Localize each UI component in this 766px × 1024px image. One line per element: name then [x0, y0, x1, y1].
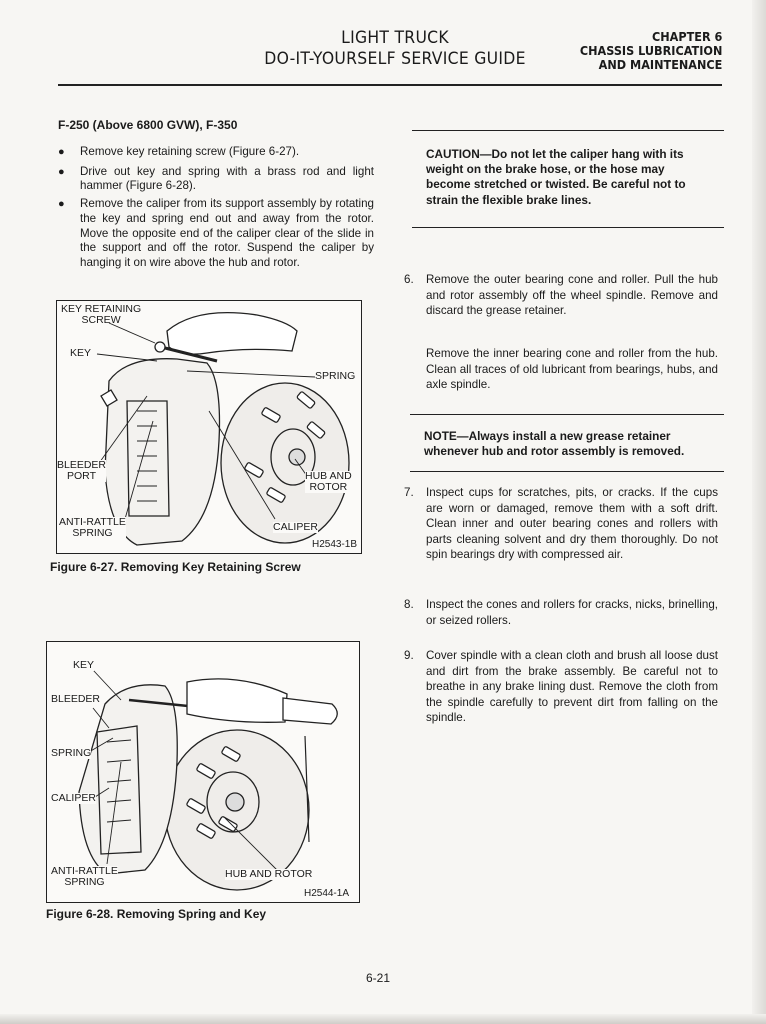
bullet-text: Remove key retaining screw (Figure 6-27). — [80, 145, 300, 158]
bullet-icon: ● — [58, 146, 65, 158]
label-key: KEY — [73, 659, 95, 671]
label-spring: SPRING — [315, 370, 356, 382]
step-text: Inspect the cones and rollers for cracks, nicks, brinelling, or seized rollers. — [426, 598, 718, 627]
label-line: SPRING — [72, 527, 113, 539]
hand — [187, 679, 287, 722]
chapter-subtitle-2: AND MAINTENANCE — [598, 57, 722, 72]
step-8 — [404, 597, 718, 628]
step-9 — [404, 648, 718, 726]
label-key: KEY — [70, 347, 92, 359]
bullet-item — [58, 145, 374, 160]
chapter-number: CHAPTER 6 — [651, 29, 722, 44]
bullet-icon: ● — [58, 198, 65, 211]
label-line: HUB AND — [305, 470, 352, 482]
note-text: NOTE—Always install a new grease retainer whenever hub and rotor assembly is removed. — [424, 429, 685, 459]
page-bottom-shadow — [0, 1014, 766, 1024]
step-text: Cover spindle with a clean cloth and brush all loose dust and dirt from the brake assembly. Be careful not to breathe in any brake lining dust. Remove the cloth from the spindle carefully to prevent dirt from falling on the spindle. — [426, 649, 718, 725]
chapter-subtitle-1: CHASSIS LUBRICATION — [579, 43, 722, 58]
label-key-retaining-screw — [61, 304, 141, 326]
label-anti-rattle-spring — [59, 517, 126, 539]
label-line: ROTOR — [309, 481, 348, 493]
section-subhead: F-250 (Above 6800 GVW), F-350 — [58, 118, 238, 132]
label-line: PORT — [67, 470, 96, 482]
figure-6-27-caption: Figure 6-27. Removing Key Retaining Screw — [50, 560, 301, 574]
label-spring: SPRING — [51, 747, 92, 759]
rotor-disc — [221, 383, 349, 543]
page-number: 6-21 — [366, 971, 391, 985]
caliper-body — [79, 685, 177, 874]
figure-6-28-caption: Figure 6-28. Removing Spring and Key — [46, 907, 267, 921]
bullet-item — [58, 165, 374, 194]
bullet-text: Remove the caliper from its support assembly by rotating the key and spring end out and away from the rotor. Move the opposite end of the caliper clear of the slide in the support and off the rotor. Suspend the caliper by hanging it on wire above the hub and rotor. — [80, 197, 374, 269]
bullet-text: Drive out key and spring with a brass rod and light hammer (Figure 6-28). — [80, 164, 374, 193]
label-hub-and-rotor — [305, 471, 352, 493]
step-7 — [404, 485, 718, 563]
step-number: 8. — [404, 598, 414, 611]
page-edge-shadow — [752, 0, 766, 1024]
chapter-heading — [579, 30, 722, 72]
hub-center — [226, 793, 244, 811]
caliper-illustration-2 — [47, 642, 359, 902]
step-text: Inspect cups for scratches, pits, or cracks. If the cups are worn or damaged, remove them with a soft drift. Clean inner and outer bearing cones and rollers with parts cleaning solvent and dry them thoroughly. Do not spin bearings dry with compressed air. — [426, 486, 718, 562]
figure-code: H2544-1A — [303, 888, 349, 899]
bullet-item — [58, 197, 374, 271]
label-anti-rattle-spring — [51, 866, 118, 888]
figure-6-27 — [56, 300, 362, 554]
label-line: BLEEDER — [57, 459, 107, 471]
procedure-bullets — [58, 145, 374, 273]
label-hub-and-rotor: HUB AND ROTOR — [225, 868, 313, 880]
label-line: SPRING — [64, 876, 105, 888]
note-box — [410, 414, 724, 472]
caution-box — [412, 130, 724, 228]
caution-text: CAUTION—Do not let the caliper hang with its weight on the brake hose, or the hose may become stretched or twisted. Be careful not to strain the flexible brake lines. — [426, 147, 686, 207]
step-number: 9. — [404, 649, 414, 662]
step-number: 6. — [404, 273, 414, 286]
label-line: ANTI-RATTLE — [51, 865, 118, 877]
step-6-paragraph: Remove the inner bearing cone and roller from the hub. Clean all traces of old lubricant from bearings, hubs, and axle spindle. — [426, 347, 718, 392]
label-line: ANTI-RATTLE — [59, 516, 126, 528]
hand — [167, 313, 297, 355]
guide-title-line1: LIGHT TRUCK — [341, 28, 449, 48]
label-caliper: CALIPER — [273, 521, 318, 533]
label-caliper: CALIPER — [51, 792, 96, 804]
bullet-icon: ● — [58, 165, 65, 178]
step-number: 7. — [404, 486, 414, 499]
label-line: KEY RETAINING — [61, 303, 142, 315]
figure-6-28 — [46, 641, 360, 903]
header-rule — [58, 84, 722, 86]
step-text: Remove the outer bearing cone and roller. Pull the hub and rotor assembly off the wheel spindle. Remove and discard the grease retainer. — [426, 273, 718, 318]
label-bleeder: BLEEDER — [51, 693, 101, 705]
step-6 — [404, 272, 718, 319]
label-line: SCREW — [81, 314, 121, 326]
label-bleeder-port — [57, 460, 106, 482]
guide-title — [243, 28, 547, 70]
hammer-handle — [283, 698, 337, 724]
figure-code: H2543-1B — [311, 539, 357, 550]
guide-title-line2: DO-IT-YOURSELF SERVICE GUIDE — [264, 49, 526, 69]
